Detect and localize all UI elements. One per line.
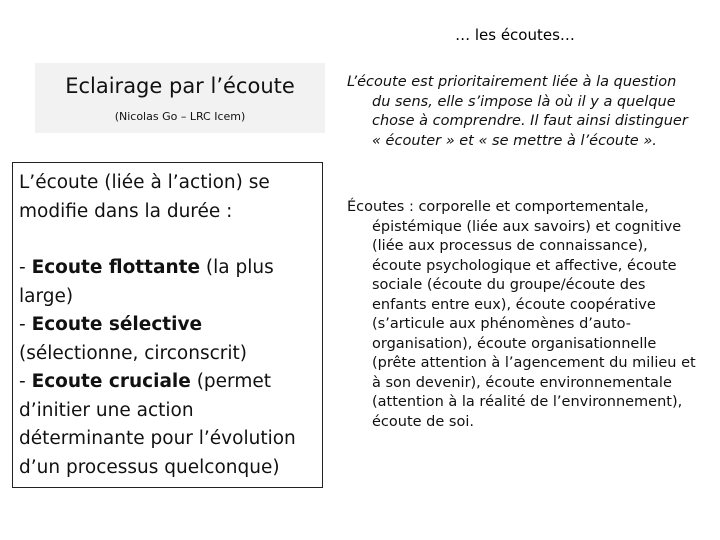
item-term: Ecoute flottante xyxy=(31,257,201,278)
list-item xyxy=(19,368,316,482)
quote-text: L’écoute est prioritairement liée à la question du sens, elle s’impose là où il y a quelque chose à comprendre. Il faut ainsi distinguer « écouter » et « se mettre à l’écoute ». xyxy=(347,74,688,149)
heading-panel xyxy=(35,63,325,133)
list-item xyxy=(19,311,316,368)
item-description: (sélectionne, circonscrit) xyxy=(19,342,247,364)
panel-credit: (Nicolas Go – LRC Icem) xyxy=(114,110,246,123)
item-term: Ecoute cruciale xyxy=(31,371,191,392)
box-intro: L’écoute (liée à l’action) se modifie dans la durée : xyxy=(19,172,270,222)
item-prefix: - xyxy=(19,314,32,335)
listening-modes-box xyxy=(12,162,323,488)
panel-heading: Eclairage par l’écoute xyxy=(65,74,295,98)
item-term: Ecoute sélective xyxy=(31,314,203,335)
item-description: (la plus large) xyxy=(19,257,274,307)
types-text: Écoutes : corporelle et comportementale, épistémique (liée aux savoirs) et cognitive (liée aux processus de connaissance), écoute psychologique et affective, écoute sociale (écoute du groupe/écoute des enfants entre eux), écoute coopérative (s’articule aux phénomènes d’auto-organisation), écoute organisationnelle (prête attention à l’agencement du milieu et à son devenir), écoute environnementale (attention à la réalité de l’environnement), écoute de soi. xyxy=(347,199,696,430)
listening-types-paragraph xyxy=(342,198,697,432)
slide-title: … les écoutes… xyxy=(455,26,575,44)
list-item xyxy=(19,254,316,311)
item-prefix: - xyxy=(19,371,32,392)
quote-paragraph xyxy=(342,73,697,151)
item-prefix: - xyxy=(19,257,32,278)
item-description: (permet d’initier une action déterminante pour l’évolution d’un processus quelconque) xyxy=(19,371,296,478)
